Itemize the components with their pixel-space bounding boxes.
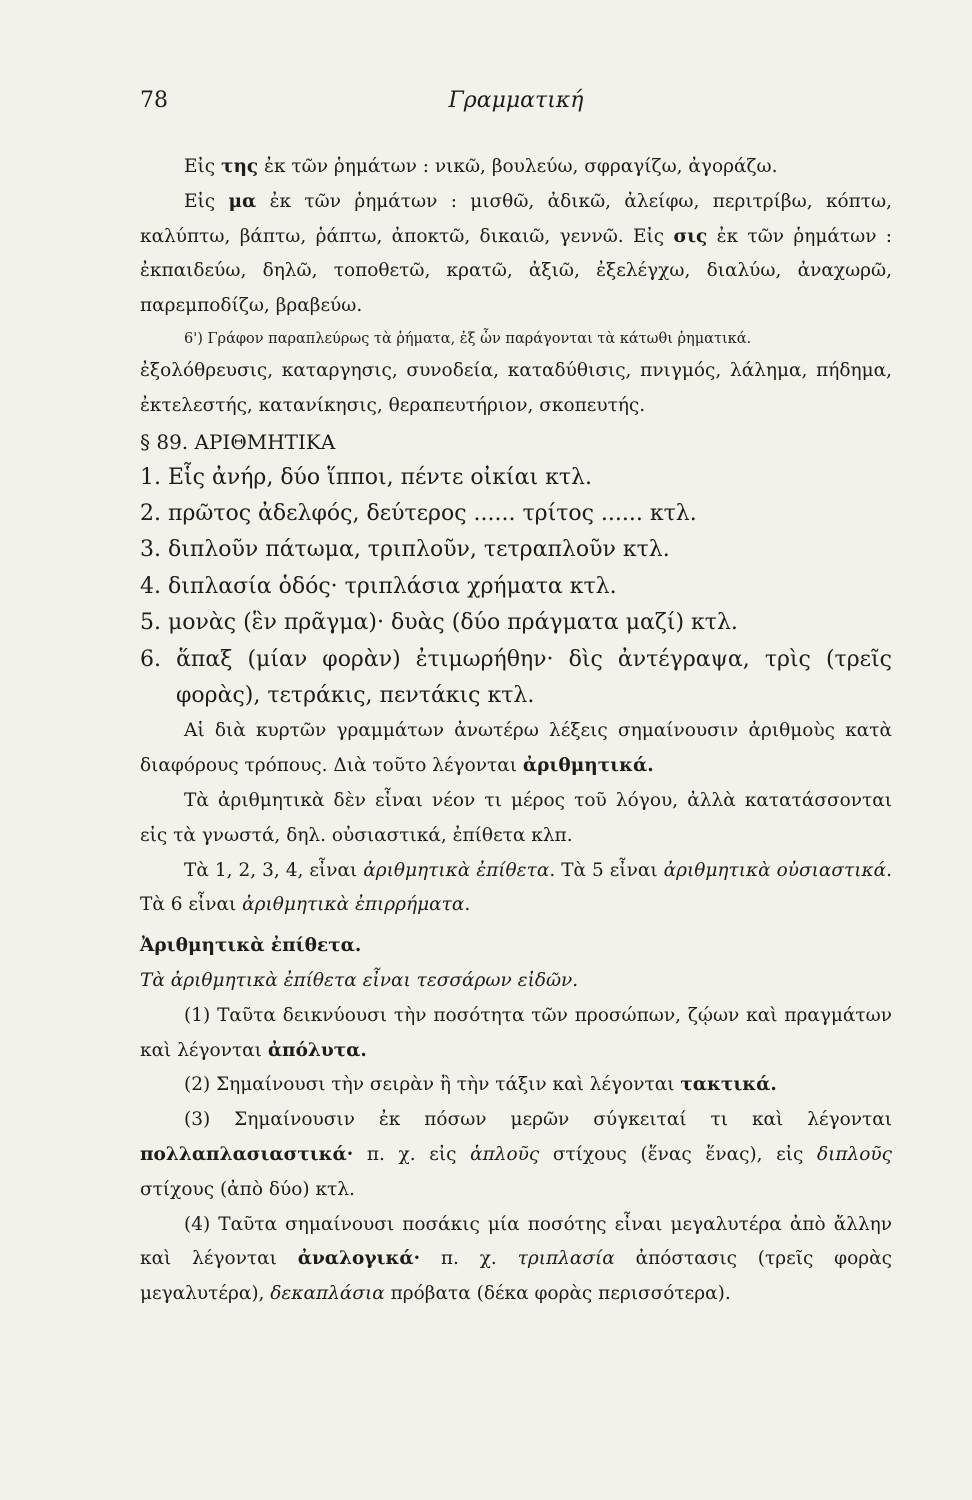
- paragraph-tis: Εἰς της ἐκ τῶν ῥημάτων : νικῶ, βουλεύω, σφραγίζω, ἀγοράζω.: [184, 156, 778, 177]
- example-1: 1. Εἷς ἀνήρ, δύο ἵπποι, πέντε οἰκίαι κτλ.: [140, 464, 592, 490]
- paragraph-parts-of-speech: Τὰ ἀριθμητικὰ δὲν εἶναι νέον τι μέρος τοῦ λόγου, ἀλλὰ κατατάσσονται εἰς τὰ γνωστά, δηλ. οὐσιαστικά, ἐπίθετα κλπ.: [140, 790, 892, 846]
- exercise-instruction: 6') Γράφον παραπλεύρως τὰ ῥήματα, ἐξ ὧν παράγονται τὰ κάτωθι ῥηματικά.: [184, 330, 752, 347]
- page-body: [140, 150, 892, 1312]
- exercise-words: ἐξολόθρευσις, καταργησις, συνοδεία, καταδύθισις, πνιγμός, λάλημα, πήδημα, ἐκτελεστής, κατανίκησις, θεραπευτήριον, σκοπευτής.: [140, 359, 892, 416]
- item-4: (4) Ταῦτα σημαίνουσι ποσάκις μία ποσότης εἶναι μεγαλυτέρα ἀπὸ ἄλλην καὶ λέγονται ἀναλογικά· π. χ. τριπλασία ἀπόστασις (τρεῖς φορὰς μεγαλυτέρα), δεκαπλάσια πρόβατα (δέκα φορὰς περισσότερα).: [140, 1213, 892, 1305]
- item-2: (2) Σημαίνουσι τὴν σειρὰν ἢ τὴν τάξιν καὶ λέγονται τακτικά.: [184, 1074, 777, 1096]
- section-title: § 89. ΑΡΙΘΜΗΤΙΚΑ: [140, 429, 336, 454]
- example-2: 2. πρῶτος ἀδελφός, δεύτερος ...... τρίτος ...... κτλ.: [140, 500, 697, 526]
- example-5: 5. μονὰς (ἓν πρᾶγμα)· δυὰς (δύο πράγματα μαζί) κτλ.: [140, 610, 738, 636]
- subsection-title: Ἀριθμητικὰ ἐπίθετα.: [140, 935, 362, 957]
- example-3: 3. διπλοῦν πάτωμα, τριπλοῦν, τετραπλοῦν κτλ.: [140, 537, 670, 563]
- numbered-examples: [140, 460, 892, 715]
- running-title: Γραμματική: [448, 88, 584, 113]
- item-1: (1) Ταῦτα δεικνύουσι τὴν ποσότητα τῶν προσώπων, ζῴων καὶ πραγμάτων καὶ λέγονται ἀπόλυτα.: [140, 1004, 892, 1061]
- page-number: 78: [140, 88, 168, 113]
- example-6: 6. ἅπαξ (μίαν φορὰν) ἐτιμωρήθην· δὶς ἀντέγραψα, τρὶς (τρεῖς φορὰς), τετράκις, πεντάκις κτλ.: [140, 646, 892, 709]
- paragraph-arithmitika: Αἱ διὰ κυρτῶν γραμμάτων ἀνωτέρω λέξεις σημαίνουσιν ἀριθμοὺς κατὰ διαφόρους τρόπους. Διὰ τοῦτο λέγονται ἀριθμητικά.: [140, 720, 892, 777]
- subsection-subtitle: Τὰ ἀριθμητικὰ ἐπίθετα εἶναι τεσσάρων εἰδῶν.: [140, 970, 579, 991]
- page-header: [140, 88, 892, 128]
- paragraph-ma-sis: Εἰς μα ἐκ τῶν ῥημάτων : μισθῶ, ἀδικῶ, ἀλείφω, περιτρίβω, κόπτω, καλύπτω, βάπτω, ῥάπτω, ἀποκτῶ, δικαιῶ, γεννῶ. Εἰς σις ἐκ τῶν ῥημάτων : ἐκπαιδεύω, δηλῶ, τοποθετῶ, κρατῶ, ἀξιῶ, ἐξελέγχω, διαλύω, ἀναχωρῶ, παρεμποδίζω, βραβεύω.: [140, 190, 893, 317]
- example-4: 4. διπλασία ὁδός· τριπλάσια χρήματα κτλ.: [140, 573, 617, 599]
- paragraph-classification: Τὰ 1, 2, 3, 4, εἶναι ἀριθμητικὰ ἐπίθετα. Τὰ 5 εἶναι ἀριθμητικὰ οὐσιαστικά. Τὰ 6 εἶναι ἀριθμητικὰ ἐπιρρήματα.: [140, 859, 892, 916]
- item-3: (3) Σημαίνουσιν ἐκ πόσων μερῶν σύγκειταί τι καὶ λέγονται πολλαπλασιαστικά· π. χ. εἰς ἁπλοῦς στίχους (ἕνας ἕνας), εἰς διπλοῦς στίχους (ἀπὸ δύο) κτλ.: [140, 1109, 893, 1200]
